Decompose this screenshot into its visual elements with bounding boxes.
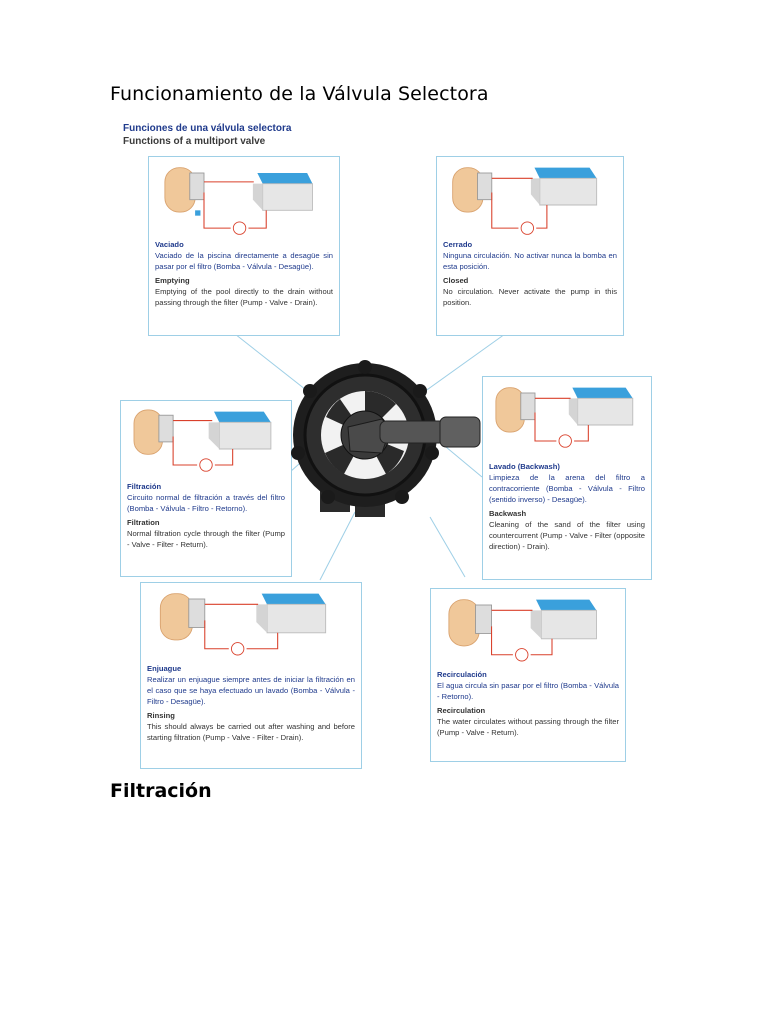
cerrado-diagram-icon [437, 157, 623, 237]
lavado-diagram-icon [483, 377, 651, 457]
vaciado-diagram-icon [149, 157, 339, 237]
filtracion-title-en: Filtration [127, 518, 160, 527]
multiport-valve-figure [110, 112, 665, 774]
lavado-title-en: Backwash [489, 509, 527, 518]
enjuague-text-en: This should always be carried out after washing and before starting filtration (Pump - Valve - Filter - Drain). [147, 722, 355, 742]
filtracion-text-en: Normal filtration cycle through the filter (Pump - Valve - Filter - Return). [127, 529, 285, 549]
filtracion-text-es: Circuito normal de filtración a través del filtro (Bomba - Válvula - Filtro - Retorno). [127, 493, 285, 513]
recirculacion-title-en: Recirculation [437, 706, 486, 715]
lavado-title-es: Lavado (Backwash) [489, 462, 560, 471]
vaciado-text-es: Vaciado de la piscina directamente a desagüe sin pasar por el filtro (Bomba - Válvula - Desagüe). [155, 251, 333, 271]
cerrado-title-en: Closed [443, 276, 469, 285]
section-heading-filtracion: Filtración [110, 780, 212, 802]
enjuague-text-es: Realizar un enjuague siempre antes de iniciar la filtración en el caso que se haya efectuado un lavado (Bomba - Válvula - Filtro - Desagüe). [147, 675, 355, 706]
panel-vaciado [148, 156, 340, 336]
multiport-valve-icon [290, 357, 490, 532]
panel-enjuague [140, 582, 362, 769]
page-heading: Funcionamiento de la Válvula Selectora [110, 83, 489, 105]
recirculacion-text-es: El agua circula sin pasar por el filtro (Bomba - Válvula - Retorno). [437, 681, 619, 701]
vaciado-text-en: Emptying of the pool directly to the drain without passing through the filter (Pump - Valve - Drain). [155, 287, 333, 307]
filtracion-title-es: Filtración [127, 482, 162, 491]
cerrado-text-es: Ninguna circulación. No activar nunca la bomba en esta posición. [443, 251, 617, 271]
panel-recirculacion [430, 588, 626, 762]
panel-lavado [482, 376, 652, 580]
enjuague-title-en: Rinsing [147, 711, 175, 720]
figure-title [123, 122, 291, 148]
panel-filtracion [120, 400, 292, 577]
vaciado-title-en: Emptying [155, 276, 190, 285]
lavado-text-es: Limpieza de la arena del filtro a contracorriente (Bomba - Válvula - Filtro (sentido inverso) - Desagüe). [489, 473, 645, 504]
enjuague-diagram-icon [141, 583, 361, 663]
figure-title-en: Functions of a multiport valve [123, 136, 266, 147]
vaciado-title-es: Vaciado [155, 240, 184, 249]
panel-cerrado [436, 156, 624, 336]
filtracion-diagram-icon [121, 401, 291, 481]
recirculacion-title-es: Recirculación [437, 670, 487, 679]
figure-title-es: Funciones de una válvula selectora [123, 123, 292, 134]
enjuague-title-es: Enjuague [147, 664, 182, 673]
recirculacion-text-en: The water circulates without passing through the filter (Pump - Valve - Return). [437, 717, 619, 737]
lavado-text-en: Cleaning of the sand of the filter using countercurrent (Pump - Valve - Filter (opposite direction) - Drain). [489, 520, 645, 551]
recirculacion-diagram-icon [431, 589, 625, 669]
cerrado-text-en: No circulation. Never activate the pump in this position. [443, 287, 617, 307]
cerrado-title-es: Cerrado [443, 240, 473, 249]
